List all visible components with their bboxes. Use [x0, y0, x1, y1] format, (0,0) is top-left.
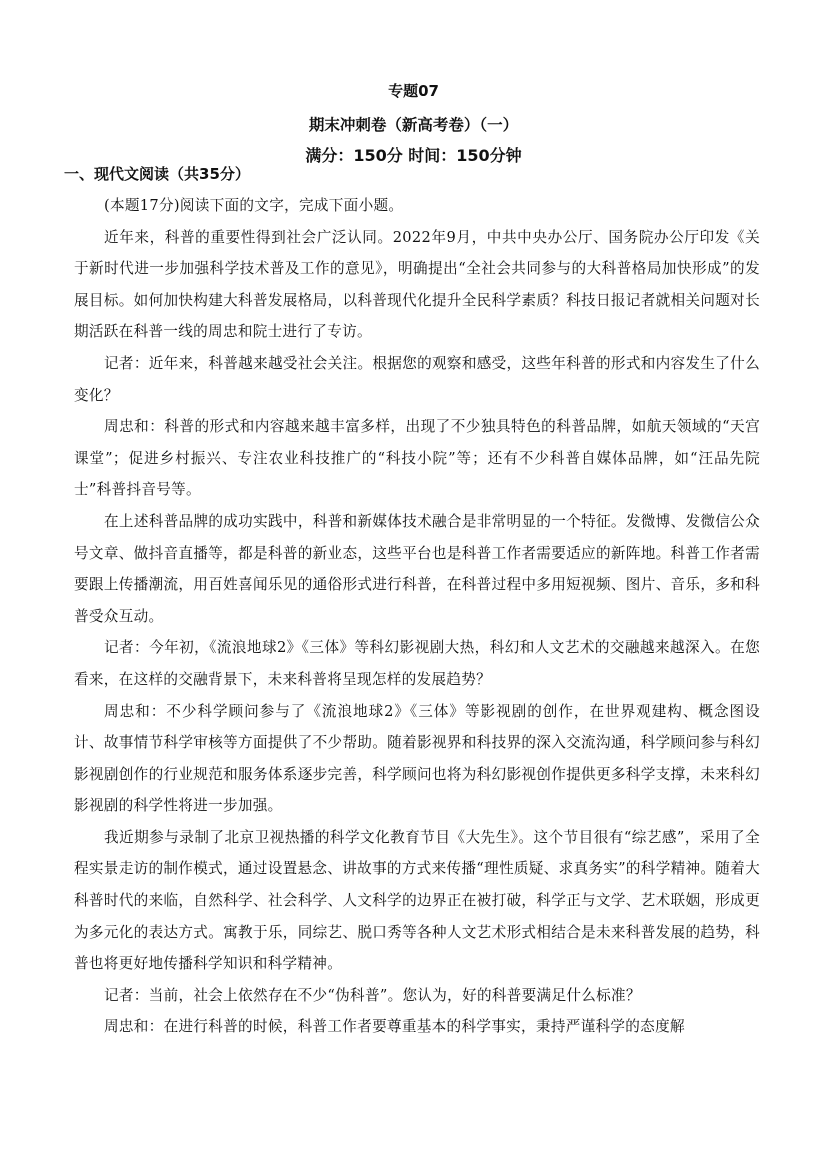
reading-passage	[74, 190, 760, 1043]
paragraph: 我近期参与录制了北京卫视热播的科学文化教育节目《大先生》。这个节目很有“综艺感”，采用了全程实景走访的制作模式，通过设置悬念、讲故事的方式来传播“理性质疑、求真务实”的科学精神。随着大科普时代的来临，自然科学、社会科学、人文科学的边界正在被打破，科学正与文学、艺术联姻，形成更为多元化的表达方式。寓教于乐，同综艺、脱口秀等各种人文艺术形式相结合是未来科普发展的趋势，科普也将更好地传播科学知识和科学精神。	[74, 828, 760, 973]
topic-title: 专题07	[388, 82, 439, 100]
paragraph: 记者：近年来，科普越来越受社会关注。根据您的观察和感受，这些年科普的形式和内容发生了什么变化？	[74, 354, 760, 404]
paragraph: 周忠和：在进行科普的时候，科普工作者要尊重基本的科学事实，秉持严谨科学的态度解	[104, 1018, 685, 1036]
exam-title: 期末冲刺卷（新高考卷）（一）	[308, 116, 519, 134]
paragraph: 记者：今年初，《流浪地球2》《三体》等科幻影视剧大热，科幻和人文艺术的交融越来越深入。在您看来，在这样的交融背景下，未来科普将呈现怎样的发展趋势？	[74, 639, 760, 688]
paragraph: 在上述科普品牌的成功实践中，科普和新媒体技术融合是非常明显的一个特征。发微博、发微信公众号文章、做抖音直播等，都是科普的新业态，这些平台也是科普工作者需要适应的新阵地。科普工作者需要跟上传播潮流，用百姓喜闻乐见的通俗形式进行科普，在科普过程中多用短视频、图片、音乐，多和科普受众互动。	[74, 512, 760, 625]
paragraph: 记者：当前，社会上依然存在不少“伪科普”。您认为，好的科普要满足什么标准？	[104, 986, 641, 1004]
paragraph: 周忠和：科普的形式和内容越来越丰富多样，出现了不少独具特色的科普品牌，如航天领域的“天宫课堂”；促进乡村振兴、专注农业科技推广的“科技小院”等；还有不少科普自媒体品牌，如“汪品先院士”科普抖音号等。	[74, 418, 760, 499]
paragraph: 周忠和：不少科学顾问参与了《流浪地球2》《三体》等影视剧的创作，在世界观建构、概念图设计、故事情节科学审核等方面提供了不少帮助。随着影视界和科技界的深入交流沟通，科学顾问参与科幻影视剧创作的行业规范和服务体系逐步完善，科学顾问也将为科幻影视创作提供更多科学支撑，未来科幻影视剧的科学性将进一步加强。	[74, 702, 760, 815]
passage-instruction: (本题17分)阅读下面的文字，完成下面小题。	[104, 197, 404, 214]
section-heading: 一、现代文阅读（共35分）	[64, 165, 250, 183]
paragraph: 近年来，科普的重要性得到社会广泛认同。2022年9月，中共中央办公厅、国务院办公厅印发《关于新时代进一步加强科学技术普及工作的意见》，明确提出“全社会共同参与的大科普格局加快形成”的发展目标。如何加快构建大科普发展格局，以科普现代化提升全民科学素质？科技日报记者就相关问题对长期活跃在科普一线的周忠和院士进行了专访。	[74, 228, 760, 341]
score-time-line: 满分：150分 时间：150分钟	[305, 146, 522, 165]
